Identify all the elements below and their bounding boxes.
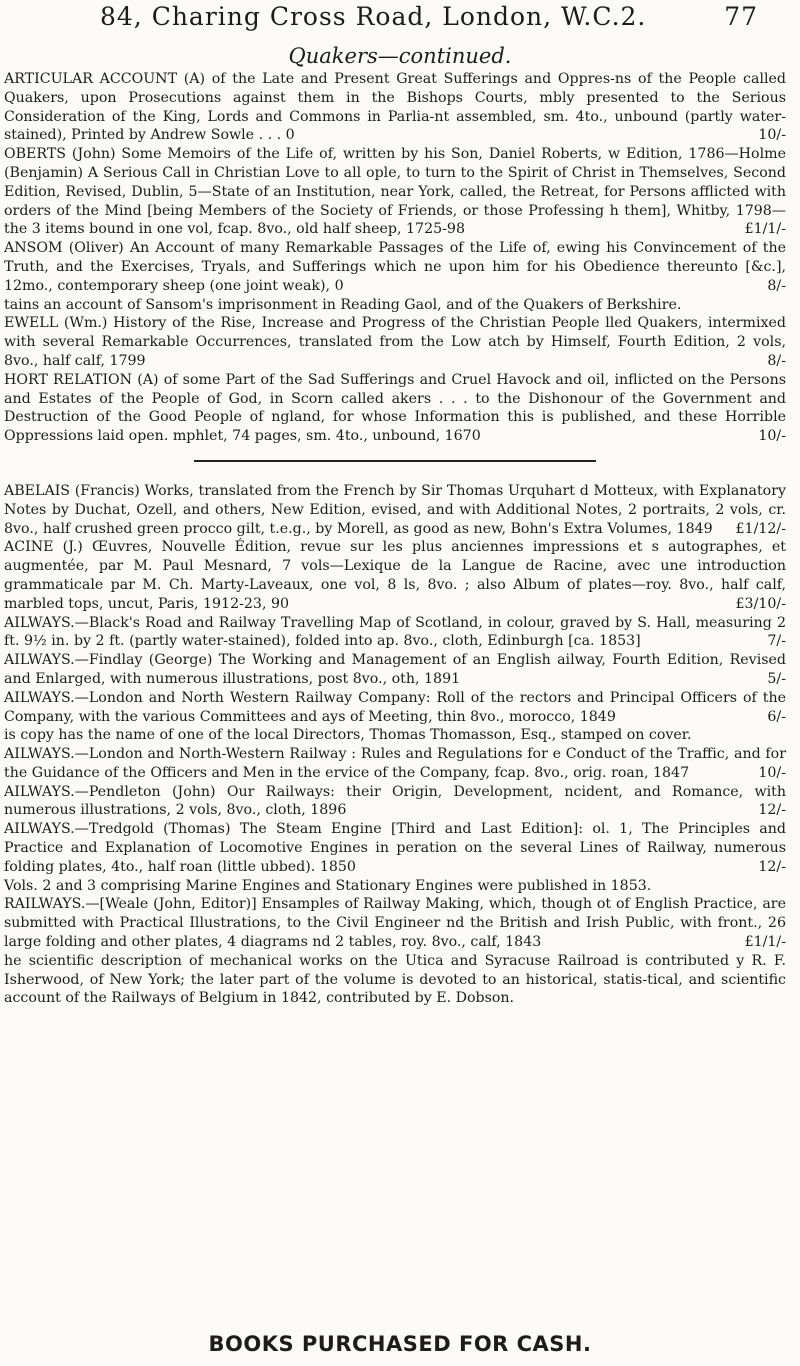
catalogue-entry	[4, 689, 786, 727]
entry-text: OBERTS (John) Some Memoirs of the Life of, written by his Son, Daniel Roberts, w Edition, 1786—Holme (Benjamin) A Serious Call in Christian Love to all ople, to turn to the Spirit of Christ in Themselves, Second Edition, Revised, Dublin, 5—State of an Institution, near York, called, the Retreat, for Persons afflicted with orders of the Mind [being Members of the Society of Friends, or those Professing h them], Whitby, 1798—the 3 items bound in one vol, fcap. 8vo., old half sheep, 1725-98	[4, 146, 786, 238]
entry-price: 5/-	[767, 670, 786, 687]
entry-price: 10/-	[758, 764, 786, 781]
entry-price: £1/1/-	[744, 221, 786, 238]
catalogue-entry	[4, 482, 786, 538]
entry-price: £1/1/-	[744, 934, 786, 951]
entry-price: 8/-	[767, 352, 786, 369]
entry-price: £3/10/-	[735, 595, 786, 612]
catalogue-entry	[4, 745, 786, 783]
footer-notice: BOOKS PURCHASED FOR CASH.	[208, 1332, 592, 1356]
entry-price: 10/-	[758, 127, 786, 144]
catalogue-entry	[4, 145, 786, 239]
catalogue-entry	[4, 239, 786, 295]
entry-text: ABELAIS (Francis) Works, translated from the French by Sir Thomas Urquhart d Motteux, with Explanatory Notes by Duchat, Ozell, and others, New Edition, evised, and with Additional Notes, 2 portraits, 2 vols, cr. 8vo., half crushed green procco gilt, t.e.g., by Morell, as good as new, Bohn's Extra Volumes, 1849	[4, 482, 786, 537]
entry-price: 10/-	[758, 428, 786, 445]
catalogue-entry	[4, 371, 786, 446]
entry-text: ARTICULAR ACCOUNT (A) of the Late and Present Great Sufferings and Oppres-ns of the People called Quakers, upon Prosecutions against them in the Bishops Courts, mbly presented to the Serious Consideration of the King, Lords and Commons in Parlia-nt assembled, sm. 4to., unbound (partly water-stained), Printed by Andrew Sowle . . . 0	[4, 71, 786, 144]
section-subheading: Quakers—continued.	[288, 44, 512, 68]
catalogue-entry	[4, 314, 786, 370]
entry-text: AILWAYS.—Tredgold (Thomas) The Steam Engine [Third and Last Edition]: ol. 1, The Principles and Practice and Explanation of Locomotive Engines in peration on the several Lines of Railway, numerous folding plates, 4to., half roan (little ubbed). 1850	[4, 821, 786, 875]
entry-text: tains an account of Sansom's imprisonment in Reading Gaol, and of the Quakers of Berkshire.	[4, 296, 682, 313]
section-divider	[194, 460, 596, 462]
catalogue-entry	[4, 614, 786, 652]
page-header	[100, 2, 786, 36]
entry-note	[4, 877, 786, 896]
catalogue-entry	[4, 820, 786, 876]
entry-price: 12/-	[758, 858, 786, 875]
entry-price: £1/12/-	[735, 520, 786, 537]
entry-text: AILWAYS.—London and North-Western Railway : Rules and Regulations for e Conduct of the Traffic, and for the Guidance of the Officers and Men in the ervice of the Company, fcap. 8vo., orig. roan, 1847	[4, 746, 786, 781]
entry-text: AILWAYS.—Pendleton (John) Our Railways: their Origin, Development, ncident, and Romance, with numerous illustrations, 2 vols, 8vo., cloth, 1896	[4, 783, 786, 819]
entry-price: 6/-	[767, 708, 786, 725]
entry-text: ACINE (J.) Œuvres, Nouvelle Édition, revue sur les plus anciennes impressions et s autographes, et augmentée, par M. Paul Mesnard, 7 vols—Lexique de la Langue de Racine, avec une introduction grammaticale par M. Ch. Marty-Laveaux, one vol, 8 ls, 8vo. ; also Album of plates—roy. 8vo., half calf, marbled tops, uncut, Paris, 1912-23, 90	[4, 539, 786, 612]
entry-text: HORT RELATION (A) of some Part of the Sad Sufferings and Cruel Havock and oil, inflicted on the Persons and Estates of the People of God, in Scorn called akers . . . to the Dishonour of the Government and Destruction of the Good People of ngland, for whose Information this is published, and these Horrible Oppressions laid open. mphlet, 74 pages, sm. 4to., unbound, 1670	[4, 371, 786, 445]
entry-text: EWELL (Wm.) History of the Rise, Increase and Progress of the Christian People lled Quakers, intermixed with several Remarkable Occurrences, translated from the Low atch by Himself, Fourth Edition, 2 vols, 8vo., half calf, 1799	[4, 315, 786, 369]
catalogue-entry	[4, 651, 786, 689]
entry-note	[4, 952, 786, 1008]
catalogue-entry	[4, 538, 786, 613]
entry-text: Vols. 2 and 3 comprising Marine Engines and Stationary Engines were published in 1853.	[4, 877, 652, 894]
catalogue-entry	[4, 783, 786, 821]
entry-text: he scientific description of mechanical works on the Utica and Syracuse Railroad is contributed y R. F. Isherwood, of New York; the later part of the volume is devoted to an historical, statis-tical, and scientific account of the Railways of Belgium in 1842, contributed by E. Dobson.	[4, 952, 786, 1007]
catalogue-entries	[4, 70, 786, 1008]
entry-text: AILWAYS.—Black's Road and Railway Travelling Map of Scotland, in colour, graved by S. Hall, measuring 2 ft. 9½ in. by 2 ft. (partly water-stained), folded into ap. 8vo., cloth, Edinburgh [ca. 1853]	[4, 614, 786, 650]
entry-note	[4, 296, 786, 315]
page-number: 77	[724, 2, 758, 31]
entry-price: 12/-	[758, 802, 786, 819]
entry-text: ANSOM (Oliver) An Account of many Remarkable Passages of the Life of, ewing his Convincement of the Truth, and the Exercises, Tryals, and Sufferings which ne upon him for his Obedience thereunto [&c.], 12mo., contemporary sheep (one joint weak), 0	[4, 240, 786, 294]
catalogue-entry	[4, 895, 786, 951]
entry-text: AILWAYS.—Findlay (George) The Working and Management of an English ailway, Fourth Edition, Revised and Enlarged, with numerous illustrations, post 8vo., oth, 1891	[4, 652, 786, 687]
entry-text: RAILWAYS.—[Weale (John, Editor)] Ensamples of Railway Making, which, though ot of English Practice, are submitted with Practical Illustrations, to the Civil Engineer nd the British and Irish Public, with front., 26 large folding and other plates, 4 diagrams nd 2 tables, roy. 8vo., calf, 1843	[4, 896, 786, 951]
entry-text: is copy has the name of one of the local Directors, Thomas Thomasson, Esq., stamped on cover.	[4, 727, 692, 744]
catalogue-entry	[4, 70, 786, 145]
entry-price: 8/-	[767, 277, 786, 294]
entry-note	[4, 726, 786, 745]
header-address: 84, Charing Cross Road, London, W.C.2.	[100, 2, 647, 31]
entry-text: AILWAYS.—London and North Western Railway Company: Roll of the rectors and Principal Officers of the Company, with the various Committees and ays of Meeting, thin 8vo., morocco, 1849	[4, 689, 786, 725]
entry-price: 7/-	[767, 633, 786, 650]
